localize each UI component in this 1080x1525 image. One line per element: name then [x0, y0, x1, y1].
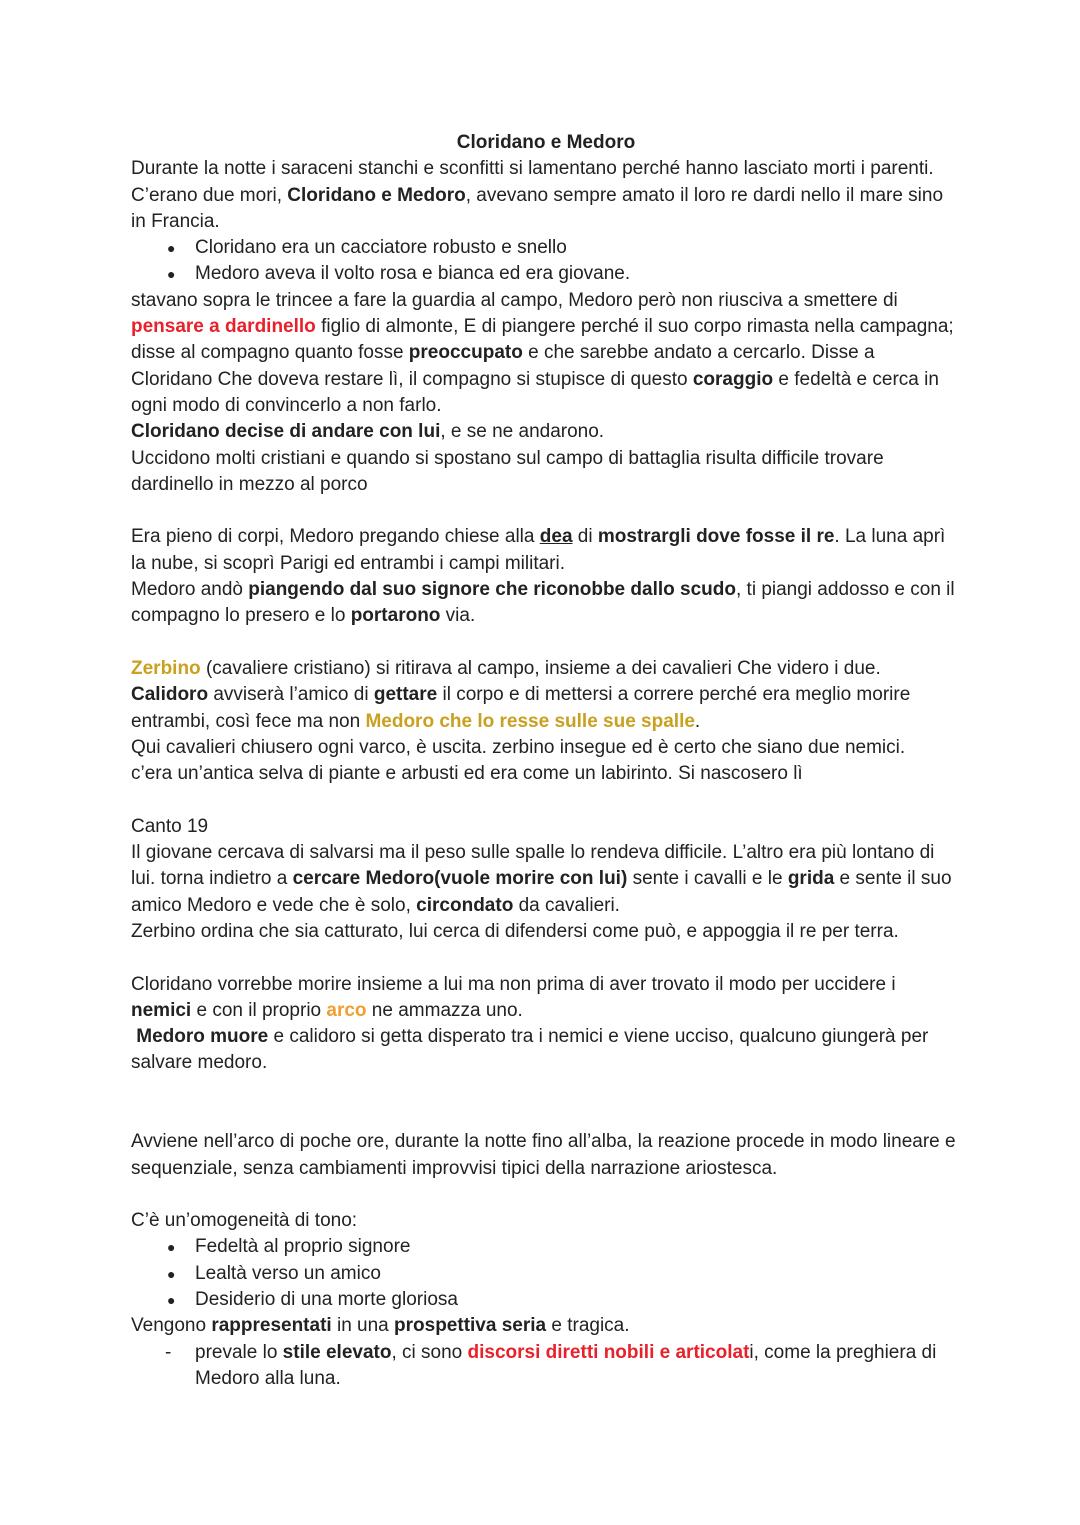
paragraph-battlefield: Uccidono molti cristiani e quando si spostano sul campo di battaglia risulta difficile trovare dardinello in mezzo al porco: [131, 447, 884, 495]
paragraph-return: Il giovane cercava di salvarsi ma il peso sulle spalle lo rendeva difficile. L’altro era più lontano di lui. torna indietro a cercare Medoro(vuole morire con lui) sente i cavalli e le grida e sente il suo amico Medoro e vede che è solo, circondato da cavalieri.: [131, 842, 952, 916]
list-item: ● Lealtà verso un amico: [131, 1261, 961, 1287]
bullet-list-themes: [131, 1234, 961, 1313]
list-item: ● Fedeltà al proprio signore: [131, 1234, 961, 1260]
paragraph-intro: Durante la notte i saraceni stanchi e sconfitti si lamentano perché hanno lasciato morti i parenti. C’erano due mori, Cloridano e Medoro, avevano sempre amato il loro re dardi nello il mare sino in Francia.: [131, 158, 944, 232]
paragraph-tone: C’è un’omogeneità di tono:: [131, 1210, 358, 1232]
paragraph-calidoro: Calidoro avviserà l’amico di gettare il corpo e di mettersi a correre perché era meglio morire entrambi, così fece ma non Medoro che lo resse sulle sue spalle.: [131, 684, 911, 732]
paragraph-trenches: stavano sopra le trincee a fare la guardia al campo, Medoro però non riusciva a smettere di pensare a dardinello figlio di almonte, E di piangere perché il suo corpo rimasta nella campagna; disse al compagno quanto fosse preoccupato e che sarebbe andato a cercarlo. Disse a Cloridano Che doveva restare lì, il compagno si stupisce di questo coraggio e fedeltà e cerca in ogni modo di convincerlo a non farlo.: [131, 289, 954, 416]
section-heading-canto: Canto 19: [131, 815, 209, 837]
list-item: ● Desiderio di una morte gloriosa: [131, 1287, 961, 1313]
paragraph-moon: Era pieno di corpi, Medoro pregando chiese alla dea di mostrargli dove fosse il re. La luna aprì la nube, si scoprì Parigi ed entrambi i campi militari.: [131, 526, 946, 574]
paragraph-perspective: Vengono rappresentati in una prospettiva seria e tragica.: [131, 1315, 630, 1337]
paragraph-forest: c’era un’antica selva di piante e arbusti ed era come un labirinto. Si nascosero lì: [131, 763, 803, 785]
list-item: ● Medoro aveva il volto rosa e bianca ed era giovane.: [131, 261, 961, 287]
paragraph-capture: Zerbino ordina che sia catturato, lui cerca di difendersi come può, e appoggia il re per terra.: [131, 920, 899, 942]
paragraph-timing: Avviene nell’arco di poche ore, durante la notte fino all’alba, la reazione procede in modo lineare e sequenziale, senza cambiamenti improvvisi tipici della narrazione ariostesca.: [131, 1131, 956, 1179]
list-item: - prevale lo stile elevato, ci sono discorsi diretti nobili e articolati, come la preghiera di Medoro alla luna.: [131, 1340, 961, 1393]
paragraph-decision: Cloridano decise di andare con lui, e se ne andarono.: [131, 421, 605, 443]
dash-list-style: [131, 1340, 961, 1393]
paragraph-found: Medoro andò piangendo dal suo signore che riconobbe dallo scudo, ti piangi addosso e con il compagno lo presero e lo portarono via.: [131, 579, 955, 627]
paragraph-arrow: Cloridano vorrebbe morire insieme a lui ma non prima di aver trovato il modo per uccidere i nemici e con il proprio arco ne ammazza uno.: [131, 973, 896, 1021]
document-title: Cloridano e Medoro: [456, 132, 636, 153]
paragraph-pursuit: Qui cavalieri chiusero ogni varco, è uscita. zerbino insegue ed è certo che siano due nemici.: [131, 736, 906, 758]
document-page: [131, 130, 961, 1392]
list-item: ● Cloridano era un cacciatore robusto e snello: [131, 235, 961, 261]
paragraph-zerbino: Zerbino (cavaliere cristiano) si ritirava al campo, insieme a dei cavalieri Che videro i due.: [131, 657, 881, 679]
bullet-list-characters: [131, 235, 961, 288]
paragraph-death: Medoro muore e calidoro si getta disperato tra i nemici e viene ucciso, qualcuno giungerà per salvare medoro.: [131, 1026, 929, 1074]
